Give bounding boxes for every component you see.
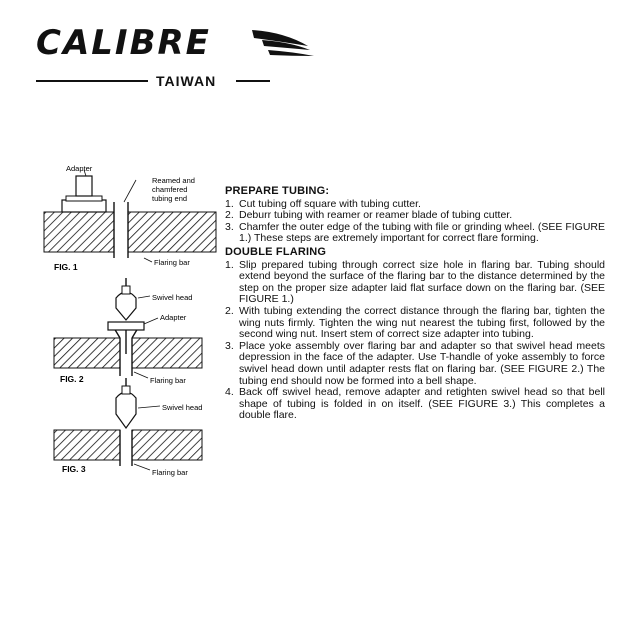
- fig2-flaring-bar-label: Flaring bar: [150, 376, 186, 385]
- double-flaring-heading: DOUBLE FLARING: [225, 245, 327, 258]
- list-item: 3. Place yoke assembly over flaring bar and adapter so that swivel head meets depression in the face of the adapter. Use T-handle of yoke assembly to force swivel head down until adapter rests flat on flaring bar. (SEE FIGURE 2.) The tubing end should now be formed into a bell shape.: [225, 339, 605, 387]
- fig1-label: FIG. 1: [54, 262, 78, 272]
- fig1-reamed-label-1: Reamed and: [152, 176, 195, 185]
- list-item: 3. Chamfer the outer edge of the tubing with file or grinding wheel. (SEE FIGURE 1.) These steps are extremely important for correct flare forming.: [225, 220, 605, 245]
- logo-country-text: TAIWAN: [156, 73, 217, 89]
- list-item: 1. Cut tubing off square with tubing cutter.: [225, 197, 421, 210]
- logo-rule-right: [236, 80, 270, 82]
- fig3-flaring-bar-label: Flaring bar: [152, 468, 188, 477]
- logo-brand-text: CALIBRE: [36, 23, 211, 63]
- fig3-label: FIG. 3: [62, 464, 86, 474]
- list-item: 2. Deburr tubing with reamer or reamer blade of tubing cutter.: [225, 209, 513, 222]
- fig1-reamed-label-2: chamfered: [152, 185, 188, 194]
- fig1-flaring-bar-label: Flaring bar: [154, 258, 190, 267]
- figure-3: [54, 378, 202, 477]
- list-item: 4. Back off swivel head, remove adapter and retighten swivel head so that bell shape of tubing is folded in on itself. (SEE FIGURE 3.) This completes a double flare.: [225, 386, 605, 422]
- figure-1: [44, 164, 216, 272]
- figures-panel: [40, 158, 225, 483]
- prepare-tubing-list: [225, 199, 605, 245]
- list-item: 2. With tubing extending the correct distance through the flaring bar, tighten the wing nuts firmly. Tighten the wing nut nearest the tubing first, followed by the second wing nut. Insert stem of correct size adapter into tubing.: [225, 304, 605, 341]
- list-item: 1. Slip prepared tubing through correct size hole in flaring bar. Tubing should extend beyond the surface of the flaring bar to the distance determined by the step on the proper size adapter laid flat surface down on the flaring bar. (SEE FIGURE 1.): [225, 258, 605, 306]
- fig2-label: FIG. 2: [60, 374, 84, 384]
- instructions-text: [225, 186, 605, 422]
- logo-rule-left: [36, 80, 148, 82]
- double-flaring-list: [225, 260, 605, 422]
- prepare-tubing-heading: PREPARE TUBING:: [225, 185, 330, 197]
- fig3-swivel-head-label: Swivel head: [162, 403, 203, 412]
- figures-drawing: [40, 158, 225, 483]
- fig2-swivel-head-label: Swivel head: [152, 293, 193, 302]
- figure-2: [54, 278, 202, 385]
- fig1-reamed-label-3: tubing end: [152, 194, 188, 203]
- swoosh-icon: [244, 28, 316, 64]
- fig1-adapter-label: Adapter: [66, 164, 93, 173]
- calibre-logo: [36, 23, 276, 89]
- fig2-adapter-label: Adapter: [160, 313, 187, 322]
